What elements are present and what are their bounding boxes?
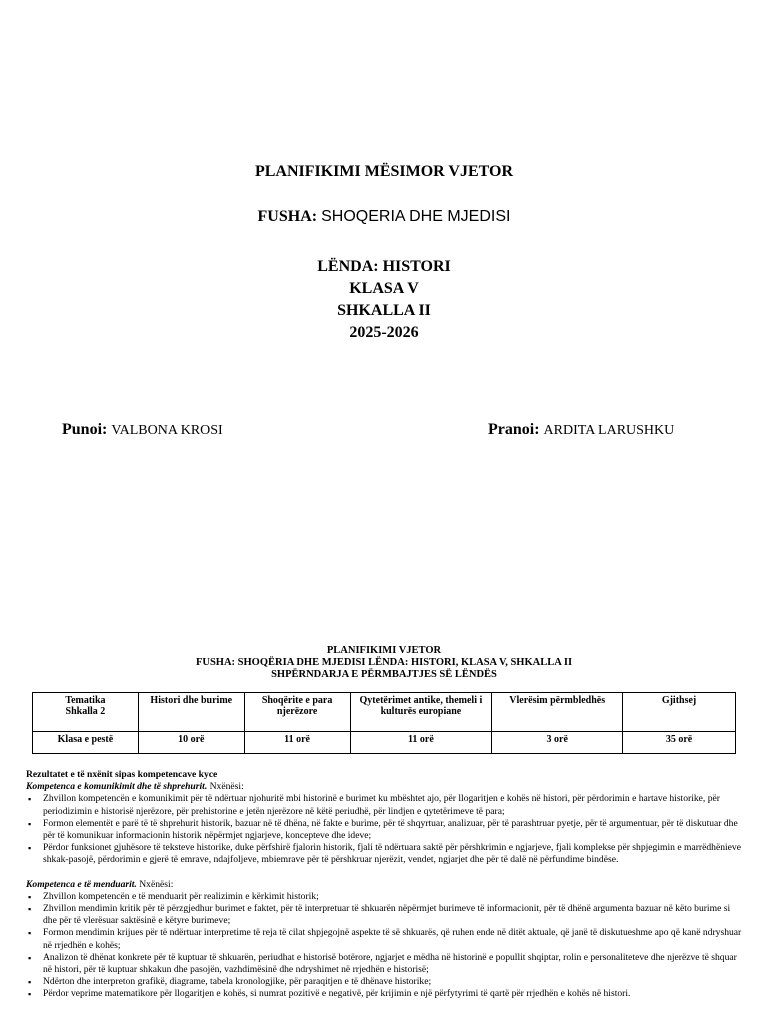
author-name: VALBONA KROSI (111, 423, 223, 438)
table-header-cell: Tematika Shkalla 2 (33, 693, 139, 732)
field-line (0, 208, 768, 226)
competence-list (26, 793, 742, 866)
year-line: 2025-2026 (349, 324, 419, 341)
competence-title-line (26, 781, 742, 793)
table-cell: 35 orë (623, 732, 736, 754)
section-header (0, 645, 768, 681)
author-line (62, 421, 223, 439)
table-header-cell: Gjithsej (623, 693, 736, 732)
list-item: ▪ Ndërton dhe interpreton grafikë, diagrame, tabela kronologjike, për paraqitjen e të dhënave historike; (26, 976, 742, 988)
table-cell: 10 orë (138, 732, 244, 754)
list-item: ▪ Zhvillon mendimin kritik për të përzgjedhur burimet e faktet, për të interpretuar të shkuarën nëpërmjet burimeve të informacionit, për të dhënë argumenta bazuar në këto burime si dhe për të vlerësuar saktësinë e këtyre burimeve; (26, 903, 742, 927)
table-header-cell: Shoqërite e para njerëzore (244, 693, 350, 732)
section-title: PLANIFIKIMI VJETOR (326, 645, 442, 656)
field-value: SHOQERIA DHE MJEDISI (321, 208, 511, 225)
competence-lead: Nxënësi: (207, 781, 244, 793)
list-item: ▪ Përdor funksionet gjuhësore të teksteve historike, duke përfshirë fjalorin historik, fjali të ndërtuara saktë për përshkrimin e ngjarjeve, fjali komplekse për shpjegimin e marrëdhënieve shkak-pasojë, përdorimin e gjerë të emrave, ndajfoljeve, mbiemrave për të përshkruar njerëzit, vendet, ngjarjet dhe për të dalë në përfundime bindëse. (26, 842, 742, 866)
table-row (33, 732, 736, 754)
competence-title: Kompetenca e komunikimit dhe të shprehurit. (26, 781, 208, 793)
table-cell: 3 orë (492, 732, 623, 754)
document-title: PLANIFIKIMI MËSIMOR VJETOR (254, 163, 514, 180)
table-cell: Klasa e pestë (33, 732, 139, 754)
competences-heading: Rezultatet e të nxënit sipas kompetencave kyce (26, 769, 218, 780)
field-label: FUSHA: (257, 208, 318, 225)
table-cell: 11 orë (350, 732, 492, 754)
list-item: ▪ Analizon të dhënat konkrete për të kuptuar të shkuarën, periudhat e historisë botërore, ngjarjet e mëdha në historinë e popullit shqiptar, rolin e personaliteteve dhe njerëzve të shquar në histori, për të kuptuar shkakun dhe pasojën, vazhdimësinë dhe ndryshimet në rrjedhën e historisë; (26, 952, 742, 976)
list-item: ▪ Formon mendimin krijues për të ndërtuar interpretime të reja të cilat shpjegojnë aspekte të së shkuarës, që ruhen ende në ditët aktuale, që janë të diskutueshme apo që kanë ndryshuar në rrjedhën e kohës; (26, 927, 742, 951)
author-label: Punoi: (62, 421, 108, 438)
competence-title: Kompetenca e të menduarit. (26, 878, 137, 890)
subject-block (0, 256, 768, 344)
table-header-row (33, 693, 736, 732)
approver-line (488, 421, 674, 439)
section-caption: SHPËRNDARJA E PËRMBAJTJES SË LËNDËS (271, 669, 497, 680)
list-item: ▪ Formon elementët e parë të të shprehurit historik, bazuar në të dhëna, në fakte e burime, për të shqyrtuar, analizuar, për të parashtruar pyetje, për të argumentuar, për të diskutuar dhe për të komunikuar informacionin historik nëpërmjet ngjarjeve, koncepteve dhe ideve; (26, 818, 742, 842)
competence-lead: Nxënësi: (136, 878, 174, 890)
table-header-cell: Vlerësim përmbledhës (492, 693, 623, 732)
competence-title-line (26, 879, 742, 891)
distribution-table (32, 692, 736, 754)
table-header-cell: Qytetërimet antike, themeli i kulturës europiane (350, 693, 492, 732)
competence-list (26, 891, 742, 1001)
list-item: ▪ Zhvillon kompetencën e të menduarit për realizimin e kërkimit historik; (26, 891, 742, 903)
level-line: SHKALLA II (337, 302, 431, 319)
class-line: KLASA V (349, 280, 419, 297)
section-subtitle: FUSHA: SHOQËRIA DHE MJEDISI LËNDA: HISTORI, KLASA V, SHKALLA II (195, 657, 573, 668)
list-item: ▪ Zhvillon kompetencën e komunikimit për të ndërtuar njohuritë mbi historinë e burimet ku mbështet ajo, për llogaritjen e kohës në histori, për përdorimin e hartave historike, për periodizimin e historisë njerëzore, për prehistorine e jetën njerëzore në këtë periudhë, për lindjen e qytetërimeve të para; (26, 793, 742, 817)
approver-label: Pranoi: (488, 421, 540, 438)
table-header-cell: Histori dhe burime (138, 693, 244, 732)
subject-line: LËNDA: HISTORI (317, 258, 451, 275)
list-item: ▪ Përdor veprime matematikore për llogaritjen e kohës, si numrat pozitivë e negativë, për krijimin e një përfytyrimi të qartë për rrjedhën e kohës në histori. (26, 988, 742, 1000)
approver-name: ARDITA LARUSHKU (543, 423, 675, 438)
competences-section (26, 769, 742, 1001)
table-cell: 11 orë (244, 732, 350, 754)
